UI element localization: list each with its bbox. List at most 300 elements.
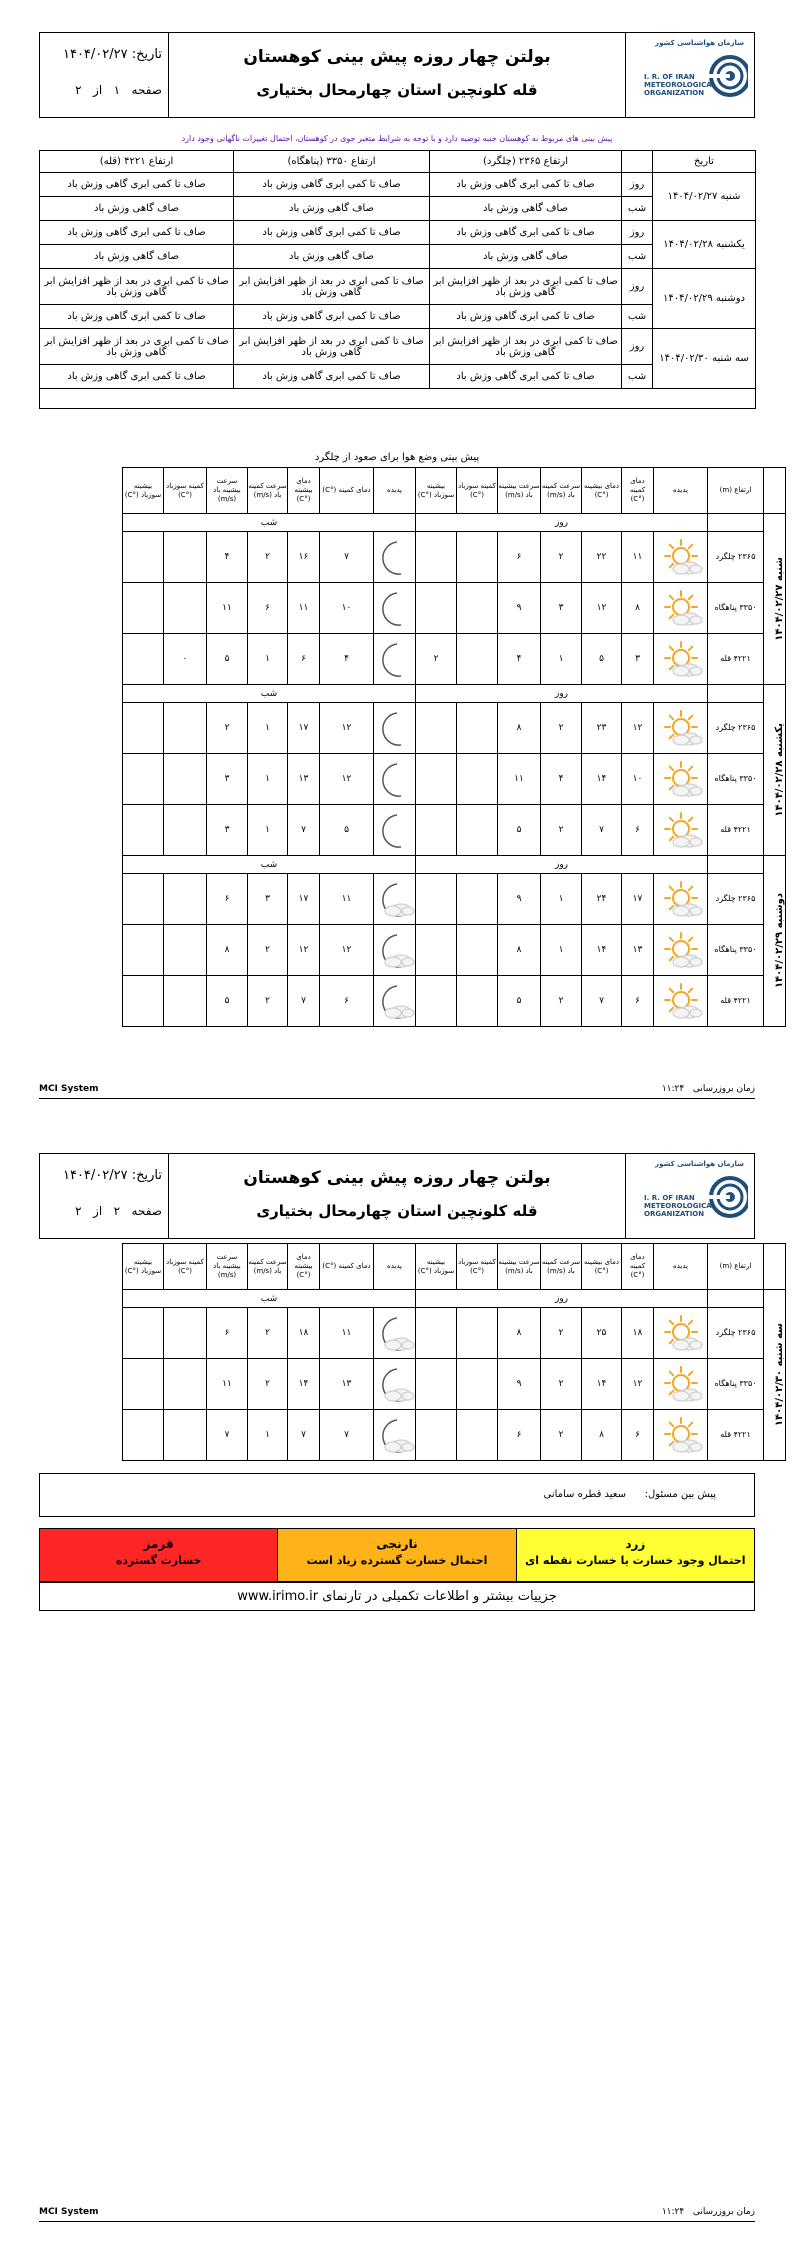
day-value: ۲ <box>541 1359 582 1410</box>
section-day: روز <box>416 856 708 874</box>
day-value <box>416 583 457 634</box>
night-value <box>123 976 164 1027</box>
day-value: ۱۲ <box>622 703 654 754</box>
night-value: ۷ <box>320 1410 374 1461</box>
moon-cloud-icon <box>374 1308 416 1359</box>
night-value: ۱۸ <box>288 1308 320 1359</box>
night-forecast: صاف گاهی وزش باد <box>40 197 234 221</box>
day-value: ۵ <box>498 976 541 1027</box>
hourly-title: پیش بینی وضع هوا برای صعود از چلگرد <box>314 452 480 463</box>
total-pages: ۲ <box>75 1204 82 1218</box>
header-min_temp-day: دمای کمینه (°C) <box>622 1244 654 1290</box>
forecaster-name: سعید قطره سامانی <box>543 1489 626 1500</box>
bulletin-header-page-1 <box>39 32 755 118</box>
day-forecast: صاف تا کمی ابری گاهی وزش باد <box>234 221 430 245</box>
day-value: ۴ <box>541 754 582 805</box>
day-value <box>416 976 457 1027</box>
header-max_wind-day: سرعت بیشینه باد (m/s) <box>498 468 541 514</box>
night-value: ۳ <box>207 805 248 856</box>
of-label: از <box>93 1204 103 1218</box>
day-value: ۷ <box>582 805 622 856</box>
header-phenomenon-day: پدیده <box>654 1244 708 1290</box>
night-value <box>123 583 164 634</box>
night-value: ۲ <box>248 976 288 1027</box>
night-value <box>123 703 164 754</box>
section-blank <box>708 685 764 703</box>
day-forecast: صاف تا کمی ابری در بعد از ظهر افزایش ابر گاهی وزش باد <box>40 269 234 305</box>
night-value: ۱۲ <box>320 925 374 976</box>
day-value: ۹ <box>498 583 541 634</box>
header-max_chill-night: بیشینه سوزباد (°C) <box>123 468 164 514</box>
moon-icon <box>374 805 416 856</box>
moon-icon <box>374 703 416 754</box>
station-name: ۲۳۶۵ چلگرد <box>708 703 764 754</box>
day-value: ۹ <box>498 1359 541 1410</box>
day-value: ۱۰ <box>622 754 654 805</box>
total-pages: ۲ <box>75 83 82 97</box>
forecast-date: شنبه ۱۴۰۴/۰۲/۲۷ <box>653 173 756 221</box>
night-value: ۱ <box>248 634 288 685</box>
sun-cloud-icon <box>654 1359 708 1410</box>
day-label-cell <box>764 514 786 685</box>
sun-cloud-icon <box>654 1410 708 1461</box>
sun-icon <box>654 532 708 583</box>
warning-text: خسارت گسترده <box>115 1554 202 1567</box>
logo <box>625 1154 754 1238</box>
night-forecast: صاف تا کمی ابری گاهی وزش باد <box>40 305 234 329</box>
footer-page-2 <box>39 2207 755 2222</box>
day-value <box>416 874 457 925</box>
irimo-logo-icon <box>708 1172 748 1222</box>
section-blank <box>708 1290 764 1308</box>
warning-yellow <box>516 1529 754 1581</box>
day-forecast: صاف تا کمی ابری در بعد از ظهر افزایش ابر گاهی وزش باد <box>430 269 622 305</box>
header-phenomenon-day: پدیده <box>654 468 708 514</box>
irimo-logo-icon <box>708 51 748 101</box>
night-value <box>164 874 207 925</box>
moon-cloud-icon <box>374 976 416 1027</box>
night-value: ۲ <box>248 1308 288 1359</box>
night-value: ۶ <box>207 1308 248 1359</box>
sun-icon <box>654 634 708 685</box>
sun-cloud-icon <box>654 925 708 976</box>
night-value: ۱۱ <box>288 583 320 634</box>
day-label: روز <box>622 173 653 197</box>
bulletin-header-page-2 <box>39 1153 755 1239</box>
text-forecast-table <box>39 150 756 409</box>
forecast-date: دوشنبه ۱۴۰۴/۰۲/۲۹ <box>653 269 756 329</box>
day-value <box>457 532 498 583</box>
day-forecast: صاف تا کمی ابری گاهی وزش باد <box>430 221 622 245</box>
day-value: ۱۲ <box>582 583 622 634</box>
warning-title: قرمز <box>143 1537 174 1551</box>
night-value: ۳ <box>248 874 288 925</box>
moon-icon <box>374 583 416 634</box>
night-value: ۷ <box>288 976 320 1027</box>
footer-system: MCI System <box>39 2207 99 2217</box>
day-value: ۱ <box>541 634 582 685</box>
hourly-table-page-2 <box>39 1243 786 1461</box>
night-value: ۱۲ <box>320 754 374 805</box>
header-blank <box>764 468 786 514</box>
station-name: ۲۳۶۵ چلگرد <box>708 532 764 583</box>
header-altitude-3: ارتفاع ۴۲۲۱ (قله) <box>40 151 234 173</box>
header-max_chill-night: بیشینه سوزباد (°C) <box>123 1244 164 1290</box>
station-name: ۲۳۶۵ چلگرد <box>708 874 764 925</box>
sun-icon <box>654 703 708 754</box>
night-value <box>123 925 164 976</box>
night-value: ۳ <box>207 754 248 805</box>
station-name: ۴۲۲۱ قله <box>708 1410 764 1461</box>
header-min_chill-night: کمینه سوزباد (°C) <box>164 1244 207 1290</box>
day-value <box>457 925 498 976</box>
station-name: ۳۳۵۰ پناهگاه <box>708 583 764 634</box>
night-value: ۷ <box>207 1410 248 1461</box>
moon-icon <box>374 532 416 583</box>
night-value: ۱ <box>248 754 288 805</box>
day-value <box>457 805 498 856</box>
night-value: ۶ <box>207 874 248 925</box>
night-value: ۱۳ <box>288 754 320 805</box>
page-label: صفحه <box>131 83 162 97</box>
day-label: روز <box>622 269 653 305</box>
day-forecast: صاف تا کمی ابری گاهی وزش باد <box>430 173 622 197</box>
night-forecast: صاف گاهی وزش باد <box>430 197 622 221</box>
day-value: ۸ <box>582 1410 622 1461</box>
section-night: شب <box>123 685 416 703</box>
night-value: ۱ <box>248 703 288 754</box>
night-value: ۱۶ <box>288 532 320 583</box>
warning-red <box>40 1529 277 1581</box>
day-value: ۲ <box>541 1308 582 1359</box>
footer-system: MCI System <box>39 1084 99 1094</box>
logo-line-3: ORGANIZATION <box>644 1210 705 1218</box>
header-min_temp-day: دمای کمینه (°C) <box>622 468 654 514</box>
day-value: ۷ <box>582 976 622 1027</box>
forecast-date: یکشنبه ۱۴۰۴/۰۲/۲۸ <box>653 221 756 269</box>
day-value <box>457 1410 498 1461</box>
night-value <box>123 634 164 685</box>
night-value: ۱۱ <box>320 1308 374 1359</box>
night-value <box>123 532 164 583</box>
day-value <box>457 1359 498 1410</box>
night-forecast: صاف گاهی وزش باد <box>234 245 430 269</box>
day-value: ۱۴ <box>582 754 622 805</box>
header-min_wind-night: سرعت کمینه باد (m/s) <box>248 468 288 514</box>
bulletin-title: بولتن چهار روزه پیش بینی کوهستان <box>243 47 551 67</box>
header-altitude: ارتفاع (m) <box>708 468 764 514</box>
date-label: تاریخ: <box>131 47 162 62</box>
header-phenomenon-night: پدیده <box>374 1244 416 1290</box>
day-label-cell <box>764 1290 786 1461</box>
logo-farsi: سازمان هواشناسی کشور <box>655 39 744 47</box>
day-value: ۱۱ <box>498 754 541 805</box>
night-value: ۱۳ <box>320 1359 374 1410</box>
day-value <box>457 583 498 634</box>
day-value <box>416 805 457 856</box>
section-day: روز <box>416 685 708 703</box>
section-night: شب <box>123 514 416 532</box>
night-value: ۷ <box>288 805 320 856</box>
night-value <box>164 805 207 856</box>
night-forecast: صاف تا کمی ابری گاهی وزش باد <box>40 365 234 389</box>
day-value: ۲ <box>416 634 457 685</box>
night-value: ۴ <box>207 532 248 583</box>
sun-cloud-icon <box>654 976 708 1027</box>
day-value <box>457 703 498 754</box>
forecaster-label: پیش بین مسئول: <box>644 1489 716 1500</box>
day-value: ۵ <box>498 805 541 856</box>
update-time: ۱۱:۲۴ <box>661 2207 685 2217</box>
day-value: ۶ <box>622 805 654 856</box>
section-blank <box>708 856 764 874</box>
logo-farsi: سازمان هواشناسی کشور <box>655 1160 744 1168</box>
night-value: ۴ <box>320 634 374 685</box>
night-value: ۶ <box>320 976 374 1027</box>
day-value: ۴ <box>498 634 541 685</box>
night-value: ۱۲ <box>288 925 320 976</box>
night-value: ۱۱ <box>207 1359 248 1410</box>
page-label: صفحه <box>131 1204 162 1218</box>
date-line <box>44 47 162 62</box>
day-label: روز <box>622 329 653 365</box>
sun-icon <box>654 754 708 805</box>
night-value <box>123 874 164 925</box>
header-max_temp-night: دمای بیشینه (°C) <box>288 468 320 514</box>
day-value: ۸ <box>622 583 654 634</box>
day-value: ۱۲ <box>622 1359 654 1410</box>
day-value: ۵ <box>582 634 622 685</box>
header-altitude: ارتفاع (m) <box>708 1244 764 1290</box>
day-value: ۲۲ <box>582 532 622 583</box>
moon-cloud-icon <box>374 1410 416 1461</box>
day-value: ۸ <box>498 1308 541 1359</box>
header-min_temp-night: دمای کمینه (°C) <box>320 468 374 514</box>
night-value: ۱۱ <box>320 874 374 925</box>
bulletin-subtitle: قله کلونچین استان چهارمحال بختیاری <box>256 81 538 99</box>
bulletin-subtitle: قله کلونچین استان چهارمحال بختیاری <box>256 1202 538 1220</box>
day-value <box>457 874 498 925</box>
moon-cloud-icon <box>374 925 416 976</box>
night-forecast: صاف گاهی وزش باد <box>40 245 234 269</box>
day-value <box>457 976 498 1027</box>
night-forecast: صاف گاهی وزش باد <box>234 197 430 221</box>
day-value: ۱ <box>541 925 582 976</box>
day-value: ۱۷ <box>622 874 654 925</box>
moon-icon <box>374 754 416 805</box>
moon-cloud-icon <box>374 1359 416 1410</box>
night-value: ۷ <box>320 532 374 583</box>
station-name: ۳۳۵۰ پناهگاه <box>708 1359 764 1410</box>
hourly-day-label: سه شنبه ۱۴۰۴/۰۲/۳۰ <box>774 1323 785 1427</box>
footer-page-1 <box>39 1084 755 1099</box>
night-forecast: صاف تا کمی ابری گاهی وزش باد <box>430 365 622 389</box>
night-forecast: صاف تا کمی ابری گاهی وزش باد <box>234 365 430 389</box>
header-max_wind-day: سرعت بیشینه باد (m/s) <box>498 1244 541 1290</box>
night-value <box>164 925 207 976</box>
station-name: ۳۳۵۰ پناهگاه <box>708 925 764 976</box>
night-value: ۵ <box>320 805 374 856</box>
day-value: ۶ <box>498 532 541 583</box>
night-value: ۲ <box>207 703 248 754</box>
night-value <box>123 1410 164 1461</box>
day-value: ۲ <box>541 532 582 583</box>
night-value: ۱۷ <box>288 703 320 754</box>
day-forecast: صاف تا کمی ابری گاهی وزش باد <box>234 173 430 197</box>
night-forecast: صاف تا کمی ابری گاهی وزش باد <box>430 305 622 329</box>
header-min_wind-day: سرعت کمینه باد (m/s) <box>541 468 582 514</box>
forecaster-box <box>39 1473 755 1517</box>
date-value: ۱۴۰۴/۰۲/۲۷ <box>62 47 128 62</box>
date-box <box>40 1154 169 1238</box>
of-label: از <box>93 83 103 97</box>
night-value: ۵ <box>207 634 248 685</box>
day-forecast: صاف تا کمی ابری در بعد از ظهر افزایش ابر گاهی وزش باد <box>40 329 234 365</box>
station-name: ۴۲۲۱ قله <box>708 976 764 1027</box>
day-forecast: صاف تا کمی ابری در بعد از ظهر افزایش ابر گاهی وزش باد <box>430 329 622 365</box>
logo-line-1: I. R. OF IRAN <box>644 1194 695 1202</box>
date-line <box>44 1168 162 1183</box>
header-blank <box>764 1244 786 1290</box>
night-value: ۲ <box>248 532 288 583</box>
night-value: ۵ <box>207 976 248 1027</box>
header-min_wind-day: سرعت کمینه باد (m/s) <box>541 1244 582 1290</box>
warning-orange <box>277 1529 515 1581</box>
day-value: ۳ <box>622 634 654 685</box>
section-day: روز <box>416 514 708 532</box>
update-label: زمان بروزرسانی <box>692 1084 755 1094</box>
day-label: روز <box>622 221 653 245</box>
forecast-date: سه شنبه ۱۴۰۴/۰۲/۳۰ <box>653 329 756 389</box>
night-value: ۷ <box>288 1410 320 1461</box>
day-value: ۲ <box>541 1410 582 1461</box>
header-altitude-2: ارتفاع ۳۳۵۰ (پناهگاه) <box>234 151 430 173</box>
sun-cloud-icon <box>654 874 708 925</box>
day-value: ۱۱ <box>622 532 654 583</box>
hourly-day-label: یکشنبه ۱۴۰۴/۰۲/۲۸ <box>774 723 785 817</box>
night-value: ۱۷ <box>288 874 320 925</box>
night-value <box>123 1359 164 1410</box>
logo-line-1: I. R. OF IRAN <box>644 73 695 81</box>
day-value <box>457 634 498 685</box>
footer-update <box>662 1084 755 1094</box>
logo-line-2: METEOROLOGICAL <box>644 81 717 89</box>
day-value: ۶ <box>622 1410 654 1461</box>
header-max_temp-day: دمای بیشینه (°C) <box>582 1244 622 1290</box>
night-value <box>164 1359 207 1410</box>
hourly-day-label: دوشنبه ۱۴۰۴/۰۲/۲۹ <box>774 893 785 989</box>
night-value: ۱۱ <box>207 583 248 634</box>
night-value <box>123 1308 164 1359</box>
section-blank <box>708 514 764 532</box>
page-number: ۲ <box>113 1204 121 1218</box>
night-value: ۰ <box>164 634 207 685</box>
warning-title: نارنجی <box>376 1537 418 1551</box>
day-value <box>416 1359 457 1410</box>
day-value: ۳ <box>541 583 582 634</box>
day-value: ۲ <box>541 703 582 754</box>
night-value <box>164 1410 207 1461</box>
night-forecast: صاف گاهی وزش باد <box>430 245 622 269</box>
day-value <box>416 925 457 976</box>
day-value: ۲ <box>541 976 582 1027</box>
day-value: ۲ <box>541 805 582 856</box>
header-phenomenon-night: پدیده <box>374 468 416 514</box>
night-value: ۸ <box>207 925 248 976</box>
sun-icon <box>654 583 708 634</box>
day-value: ۸ <box>498 925 541 976</box>
station-name: ۴۲۲۱ قله <box>708 805 764 856</box>
day-value <box>416 532 457 583</box>
night-value <box>164 532 207 583</box>
day-value <box>416 1410 457 1461</box>
logo-line-3: ORGANIZATION <box>644 89 705 97</box>
day-forecast: صاف تا کمی ابری گاهی وزش باد <box>40 221 234 245</box>
update-time: ۱۱:۲۴ <box>661 1084 685 1094</box>
date-value: ۱۴۰۴/۰۲/۲۷ <box>62 1168 128 1183</box>
sun-cloud-icon <box>654 1308 708 1359</box>
header-max_chill-day: بیشینه سوزباد (°C) <box>416 468 457 514</box>
day-value: ۲۳ <box>582 703 622 754</box>
night-value: ۲ <box>248 925 288 976</box>
day-label-cell <box>764 685 786 856</box>
day-value: ۹ <box>498 874 541 925</box>
warning-legend <box>39 1528 755 1582</box>
header-altitude-1: ارتفاع ۲۳۶۵ (چلگرد) <box>430 151 622 173</box>
night-value <box>164 1308 207 1359</box>
header-min_chill-day: کمینه سوزباد (°C) <box>457 468 498 514</box>
header-max_wind-night: سرعت بیشینه باد (m/s) <box>207 468 248 514</box>
date-box <box>40 33 169 117</box>
day-value: ۶ <box>622 976 654 1027</box>
night-value: ۶ <box>288 634 320 685</box>
footer-update <box>662 2207 755 2217</box>
night-label: شب <box>622 197 653 221</box>
bulletin-title: بولتن چهار روزه پیش بینی کوهستان <box>243 1168 551 1188</box>
night-value <box>164 583 207 634</box>
day-value: ۸ <box>498 703 541 754</box>
night-value <box>164 976 207 1027</box>
header-max_chill-day: بیشینه سوزباد (°C) <box>416 1244 457 1290</box>
section-day: روز <box>416 1290 708 1308</box>
night-label: شب <box>622 245 653 269</box>
header-min_chill-night: کمینه سوزباد (°C) <box>164 468 207 514</box>
warning-title: زرد <box>625 1537 646 1551</box>
page-line <box>44 1204 162 1218</box>
night-value: ۱۰ <box>320 583 374 634</box>
page-line <box>44 83 162 97</box>
moon-cloud-icon <box>374 874 416 925</box>
website-link[interactable]: جزییات بیشتر و اطلاعات تکمیلی در تارنمای www.irimo.ir <box>39 1582 755 1611</box>
day-value <box>457 1308 498 1359</box>
night-value <box>164 703 207 754</box>
night-label: شب <box>622 365 653 389</box>
header-max_wind-night: سرعت بیشینه باد (m/s) <box>207 1244 248 1290</box>
station-name: ۲۳۶۵ چلگرد <box>708 1308 764 1359</box>
update-label: زمان بروزرسانی <box>692 2207 755 2217</box>
header-spacer <box>622 151 653 173</box>
day-forecast: صاف تا کمی ابری در بعد از ظهر افزایش ابر گاهی وزش باد <box>234 329 430 365</box>
day-value: ۱۴ <box>582 1359 622 1410</box>
day-value <box>416 754 457 805</box>
night-value: ۱۲ <box>320 703 374 754</box>
warning-text: احتمال وجود خسارت یا خسارت نقطه ای <box>525 1554 746 1567</box>
section-night: شب <box>123 1290 416 1308</box>
notice: پیش بینی های مربوط به کوهستان جنبه توصیه دارد و با توجه به شرایط متغیر جوی در کوهستان، احتمال تغییرات ناگهانی وجود دارد <box>181 134 613 143</box>
header-max_temp-day: دمای بیشینه (°C) <box>582 468 622 514</box>
station-name: ۳۳۵۰ پناهگاه <box>708 754 764 805</box>
sun-icon <box>654 805 708 856</box>
